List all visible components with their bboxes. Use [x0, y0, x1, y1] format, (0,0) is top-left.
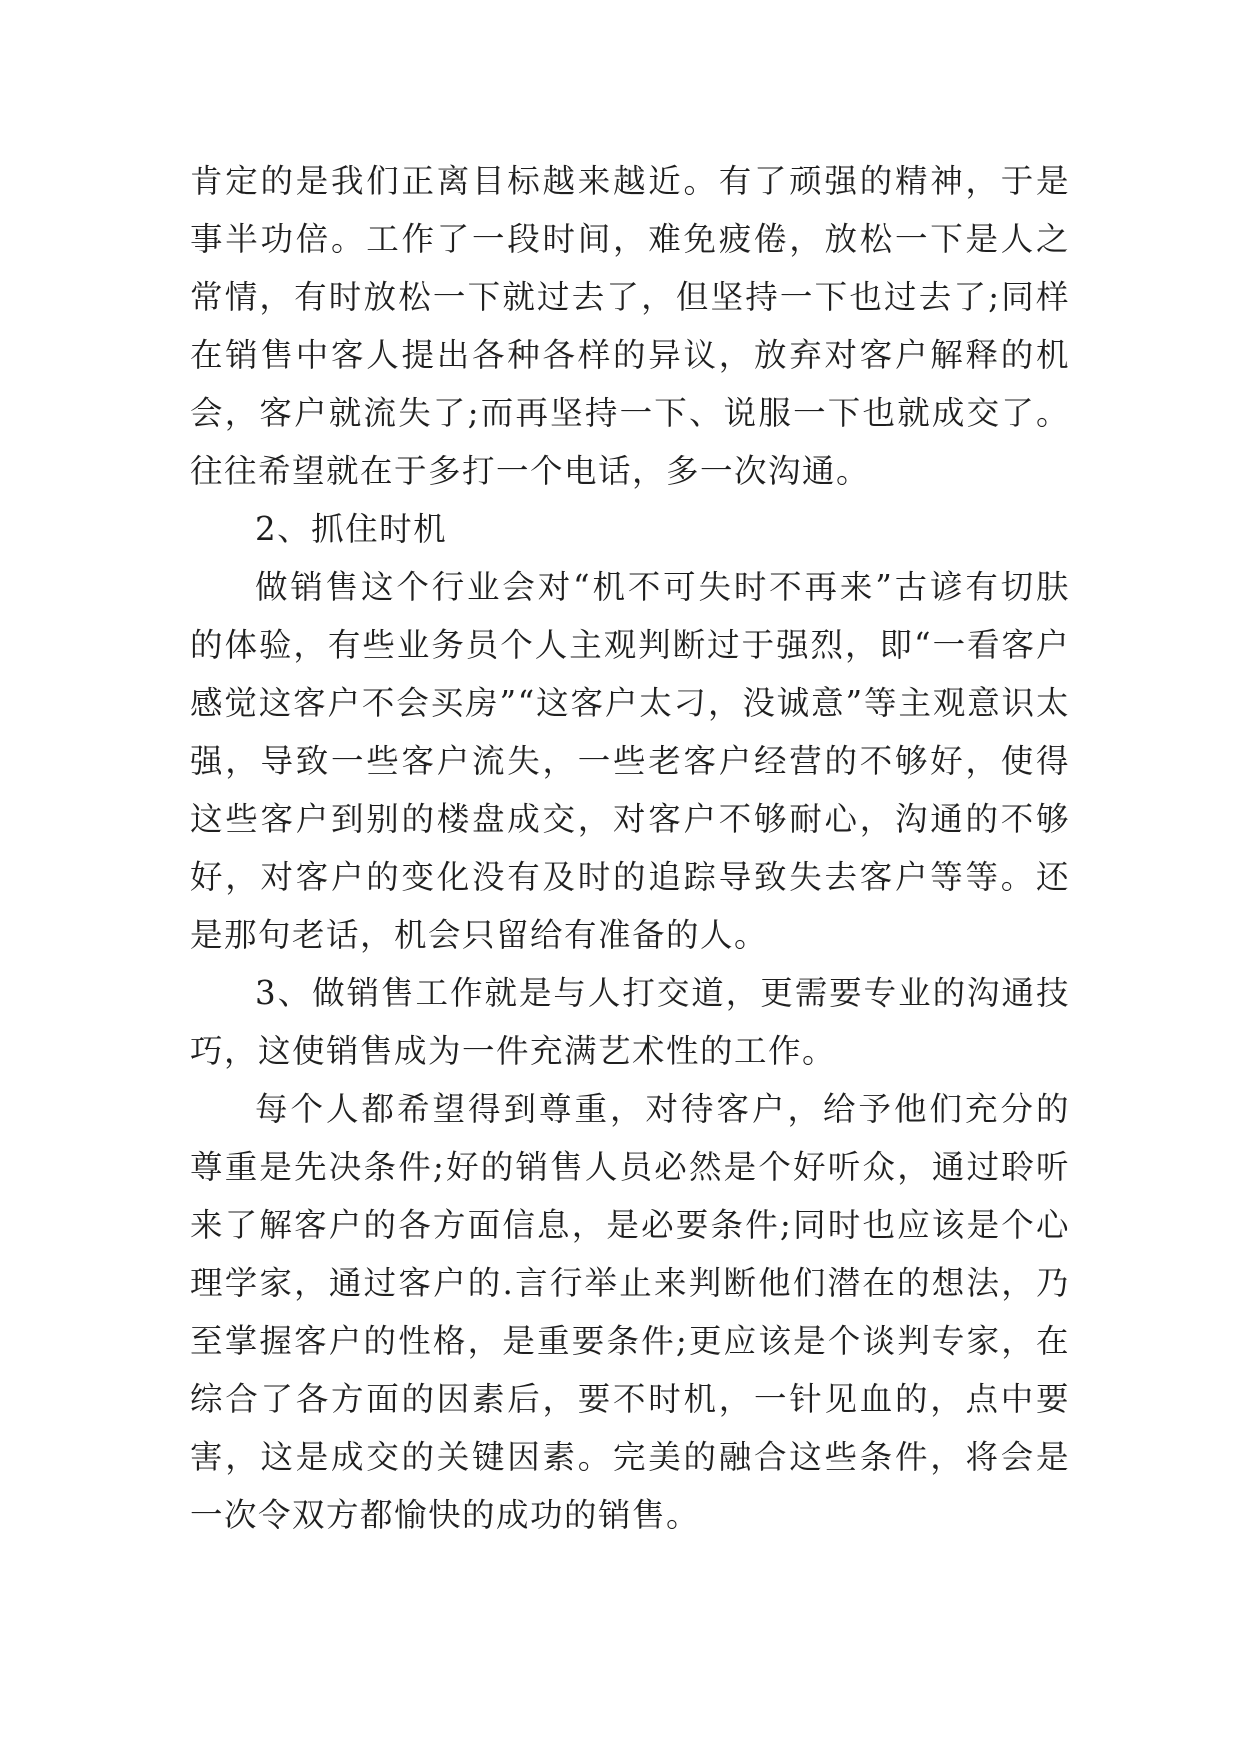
paragraph-opportunity: 做销售这个行业会对“机不可失时不再来”古谚有切肤的体验，有些业务员个人主观判断过于强烈，即“一看客户感觉这客户不会买房”“这客户太刁，没诚意”等主观意识太强，导致一些客户流失，一些老客户经营的不够好，使得这些客户到别的楼盘成交，对客户不够耐心，沟通的不够好，对客户的变化没有及时的追踪导致失去客户等等。还是那句老话，机会只留给有准备的人。 [190, 568, 1070, 954]
paragraph-respect: 每个人都希望得到尊重，对待客户，给予他们充分的尊重是先决条件;好的销售人员必然是个好听众，通过聆听来了解客户的各方面信息，是必要条件;同时也应该是个心理学家，通过客户的.言行举止来判断他们潜在的想法，乃至掌握客户的性格，是重要条件;更应该是个谈判专家，在综合了各方面的因素后，要不时机，一针见血的，点中要害，这是成交的关键因素。完美的融合这些条件，将会是一次令双方都愉快的成功的销售。 [190, 1090, 1070, 1534]
body-text [190, 152, 1070, 1544]
paragraph-continued: 肯定的是我们正离目标越来越近。有了顽强的精神，于是事半功倍。工作了一段时间，难免疲倦，放松一下是人之常情，有时放松一下就过去了，但坚持一下也过去了;同样在销售中客人提出各种各样的异议，放弃对客户解释的机会，客户就流失了;而再坚持一下、说服一下也就成交了。往往希望就在于多打一个电话，多一次沟通。 [190, 162, 1070, 490]
section-heading-communication: 3、做销售工作就是与人打交道，更需要专业的沟通技巧，这使销售成为一件充满艺术性的工作。 [190, 974, 1070, 1070]
section-heading-seize-opportunity: 2、抓住时机 [255, 510, 448, 548]
